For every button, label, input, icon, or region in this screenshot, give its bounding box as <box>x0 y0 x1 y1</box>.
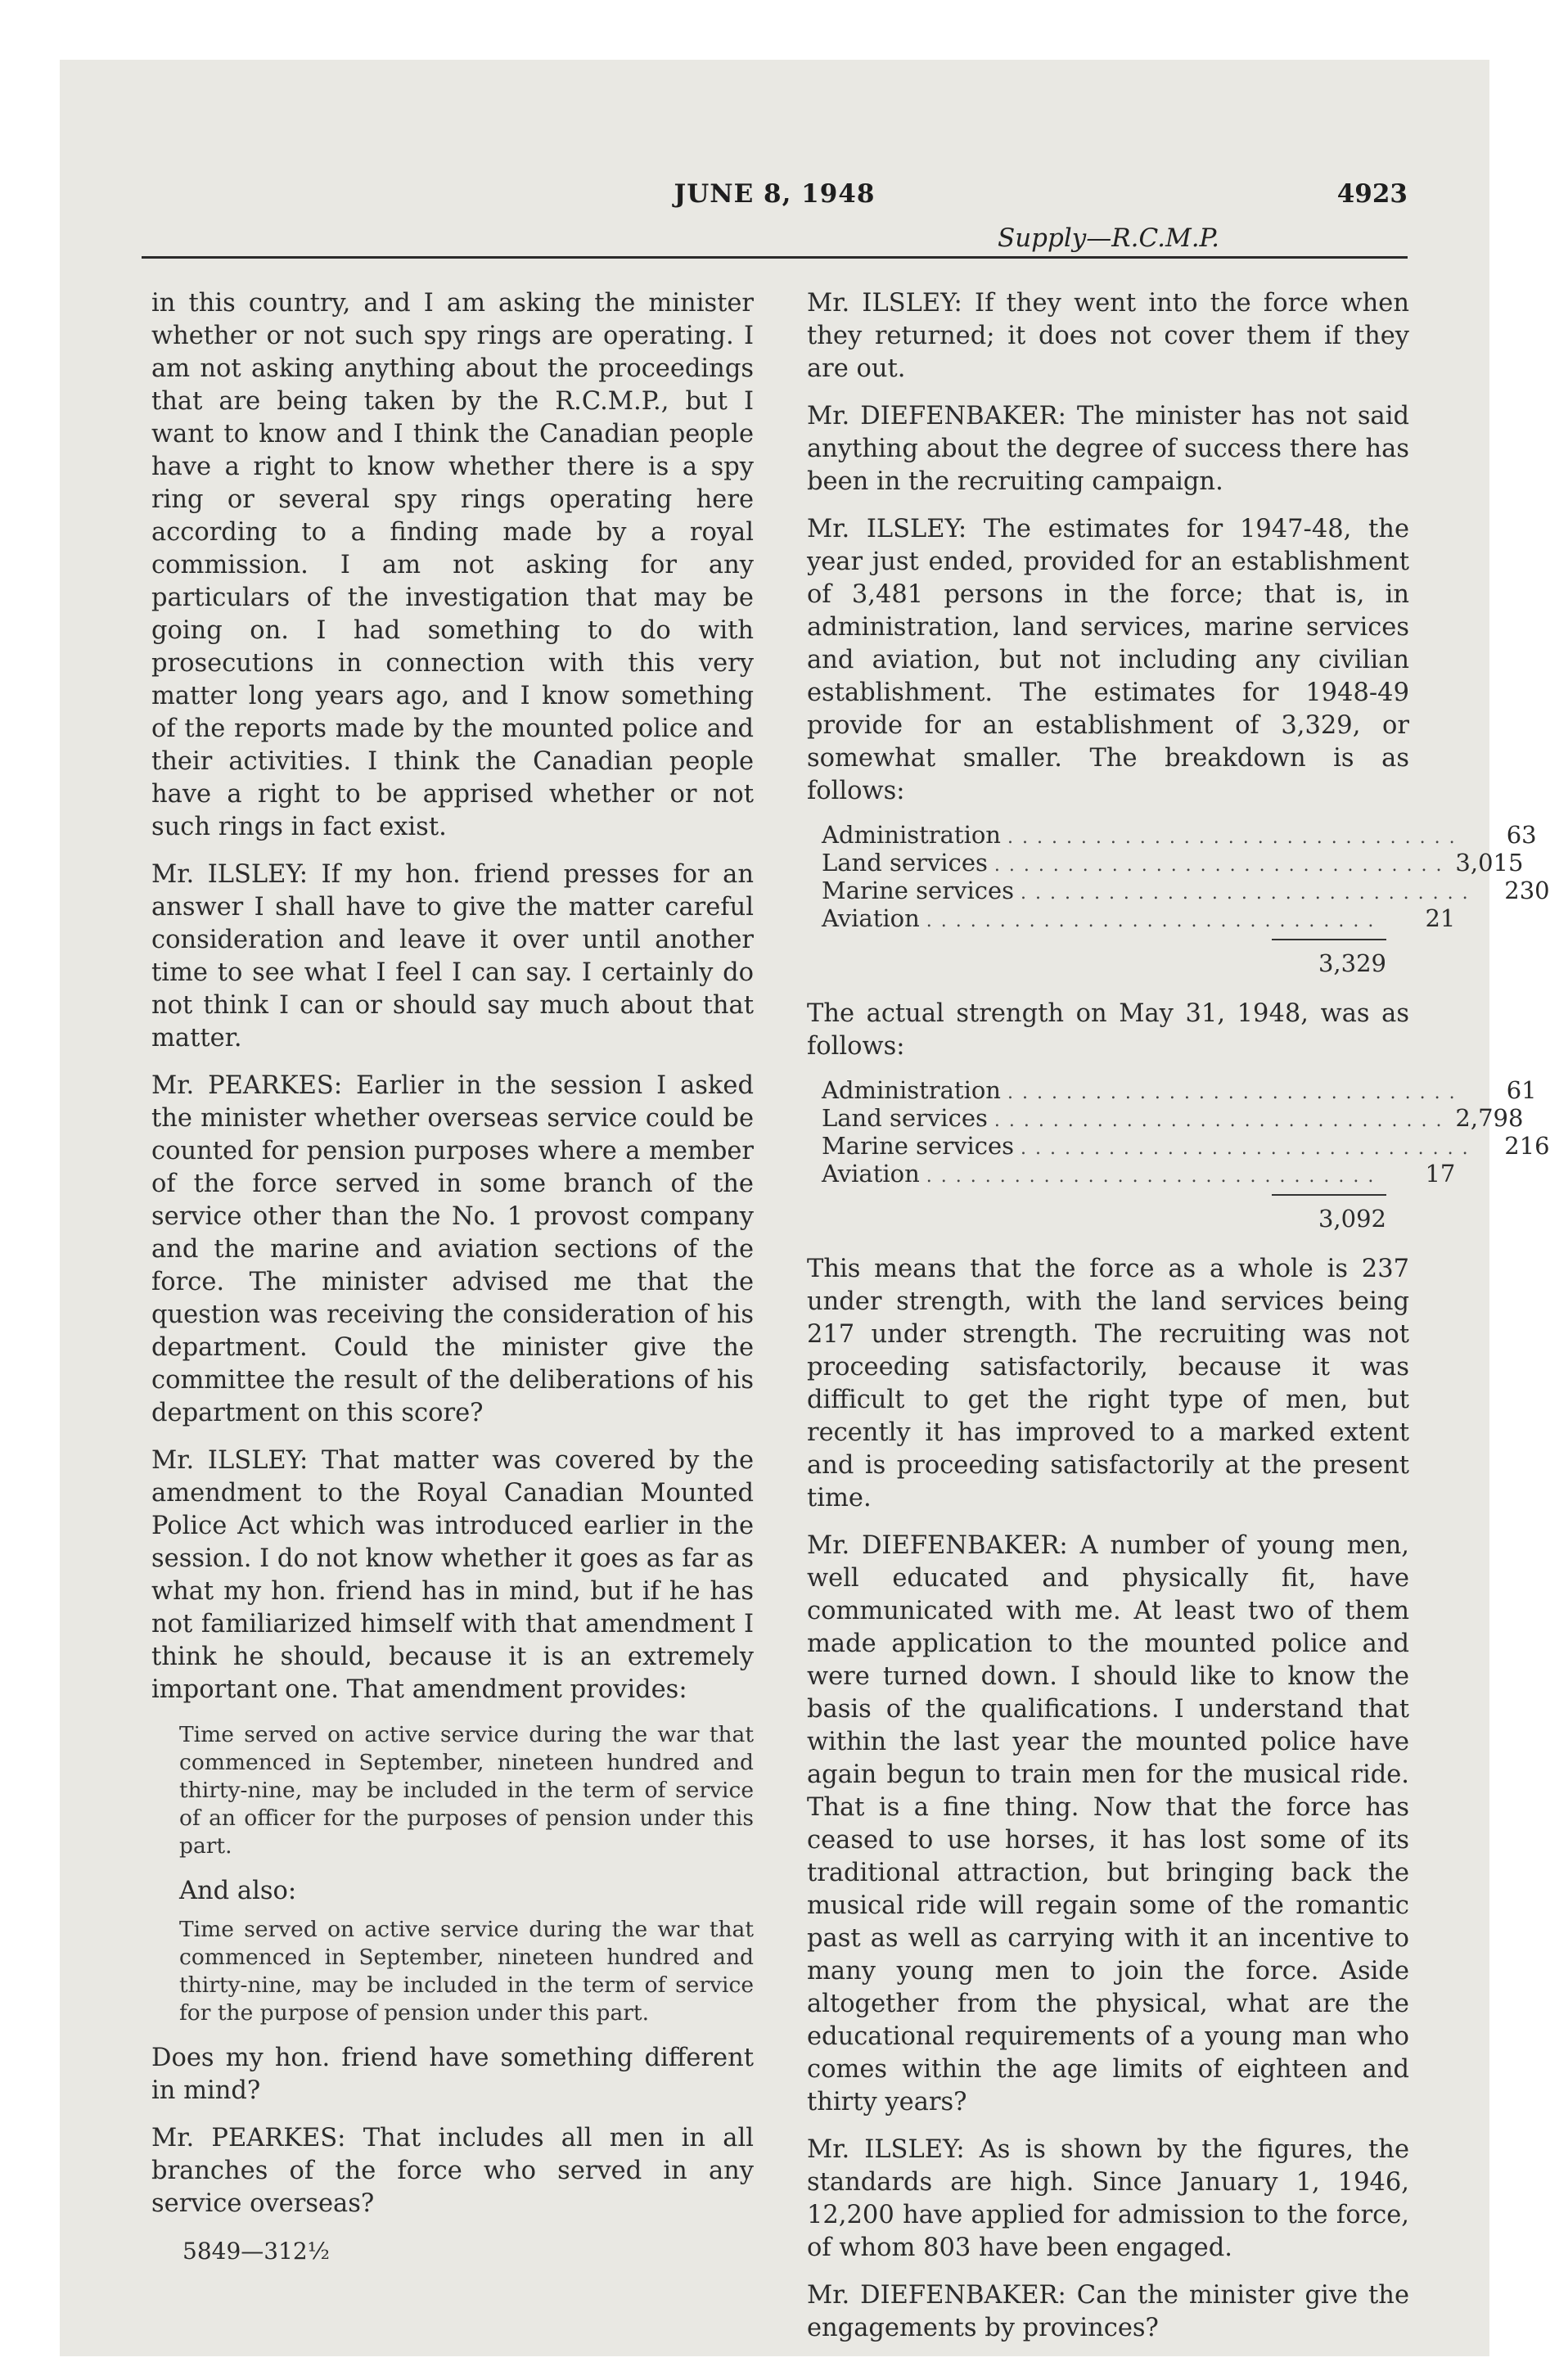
table-row-value: 63 <box>1506 821 1537 849</box>
estimates-total: 3,329 <box>1318 949 1386 977</box>
leader-dots: . . . . . . . . . . . . . . . . . . . . . . . . . . . . . . . <box>1021 883 1470 904</box>
page-header <box>142 117 1408 256</box>
header-section-title: Supply—R.C.M.P. <box>997 223 1219 253</box>
and-also-label: And also: <box>179 1877 297 1905</box>
table-row-label: Land services <box>822 1104 988 1132</box>
paragraph: Mr. PEARKES: That includes all men in all branches of the force who served in any service overseas? <box>151 2124 754 2218</box>
paragraph: Mr. DIEFENBAKER: A number of young men, well educated and physically fit, have communicated with me. At least two of them made application to the mounted police and were turned down. I should like to know the basis of the qualifications. I understand that within the last year the mounted police have again begun to train men for the musical ride. That is a fine thing. Now that the force has ceased to use horses, it has lost some of its traditional attraction, but bringing back the musical ride will regain some of the romantic past as well as carrying with it an incentive to many young men to join the force. Aside altogether from the physical, what are the educational requirements of a young man who comes within the age limits of eighteen and thirty years? <box>807 1531 1409 2116</box>
table-row-label: Aviation <box>822 904 920 932</box>
leader-dots: . . . . . . . . . . . . . . . . . . . . . . . . . . . . . . . <box>926 1166 1376 1187</box>
estimates-table <box>822 821 1550 940</box>
table-row <box>822 1132 1550 1161</box>
table-row-value: 216 <box>1504 1132 1550 1160</box>
table-row <box>822 904 1456 934</box>
paragraph: Mr. ILSLEY: That matter was covered by the amendment to the Royal Canadian Mounted Police Act which was introduced earlier in the session. I do not know whether it goes as far as what my hon. friend has in mind, but if he has not familiarized himself with that amendment I think he should, because it is an extremely important one. That amendment provides: <box>151 1446 754 1704</box>
paragraph: The actual strength on May 31, 1948, was as follows: <box>807 999 1409 1061</box>
table-row-label: Land services <box>822 849 988 877</box>
table-row-label: Aviation <box>822 1160 920 1188</box>
left-column <box>151 287 754 2268</box>
table-row <box>822 1160 1456 1189</box>
paragraph: Mr. PEARKES: Earlier in the session I asked the minister whether overseas service could be counted for pension purposes where a member of the force served in some branch of the service other than the No. 1 provost company and the marine and aviation sections of the force. The minister advised me that the question was receiving the consideration of his department. Could the minister give the committee the result of the deliberations of his department on this score? <box>151 1071 754 1427</box>
table-row-value: 61 <box>1506 1076 1537 1104</box>
header-page-number: 4923 <box>1336 179 1408 209</box>
table-row-value: 2,798 <box>1455 1104 1524 1132</box>
actual-strength-table <box>822 1076 1550 1196</box>
leader-dots: . . . . . . . . . . . . . . . . . . . . . . . . . . . . . . . <box>1007 1083 1457 1103</box>
leader-dots: . . . . . . . . . . . . . . . . . . . . . . . . . . . . . . . <box>1007 827 1457 848</box>
table-row <box>822 821 1537 850</box>
table-row-label: Marine services <box>822 877 1015 904</box>
paragraph: Does my hon. friend have something different in mind? <box>151 2044 754 2105</box>
paragraph: This means that the force as a whole is 237 under strength, with the land services being 217 under strength. The recruiting was not proceeding satisfactorily, because it was difficult to get the right type of men, but recently it has improved to a marked extent and is proceeding satisfactorily at the present time. <box>807 1255 1409 1512</box>
header-rule <box>142 256 1408 259</box>
block-quote: Time served on active service during the war that commenced in September, nineteen hundred and thirty-nine, may be included in the term of service for the purpose of pension under this part. <box>179 1917 754 2026</box>
table-row <box>822 1076 1537 1106</box>
table-row-label: Administration <box>822 1076 1001 1104</box>
leader-dots: . . . . . . . . . . . . . . . . . . . . . . . . . . . . . . . <box>1021 1138 1470 1159</box>
leader-dots: . . . . . . . . . . . . . . . . . . . . . . . . . . . . . . . <box>926 911 1376 931</box>
footer-code: 5849—312½ <box>182 2238 330 2265</box>
paragraph: Mr. ILSLEY: If they went into the force when they returned; it does not cover them if they are out. <box>807 289 1409 383</box>
paragraph: Mr. ILSLEY: As is shown by the figures, the standards are high. Since January 1, 1946, 12,200 have applied for admission to the force, of whom 803 have been engaged. <box>807 2135 1409 2262</box>
header-date: JUNE 8, 1948 <box>674 179 876 209</box>
total-rule <box>1272 1194 1386 1196</box>
table-row-label: Administration <box>822 821 1001 849</box>
total-rule <box>1272 939 1386 940</box>
table-row-value: 3,015 <box>1455 849 1524 877</box>
table-row <box>822 877 1550 906</box>
page-sheet <box>60 60 1550 2356</box>
paragraph: Mr. DIEFENBAKER: The minister has not said anything about the degree of success there has been in the recruiting campaign. <box>807 402 1409 496</box>
table-row-label: Marine services <box>822 1132 1015 1160</box>
paragraph: Mr. DIEFENBAKER: Can the minister give the engagements by provinces? <box>807 2281 1409 2342</box>
leader-dots: . . . . . . . . . . . . . . . . . . . . . . . . . . . . . . . <box>994 1111 1444 1131</box>
table-row-value: 230 <box>1504 877 1550 904</box>
paragraph: Mr. ILSLEY: The estimates for 1947-48, the year just ended, provided for an establishment of 3,481 persons in the force; that is, in administration, land services, marine services and aviation, but not including any civilian establishment. The estimates for 1948-49 provide for an establishment of 3,329, or somewhat smaller. The breakdown is as follows: <box>807 515 1409 805</box>
table-row <box>822 849 1524 878</box>
table-row-value: 21 <box>1425 904 1456 932</box>
block-quote: Time served on active service during the war that commenced in September, nineteen hundred and thirty-nine, may be included in the term of service of an officer for the purposes of pension under this part. <box>179 1722 754 1859</box>
paragraph: in this country, and I am asking the minister whether or not such spy rings are operating. I am not asking anything about the proceedings that are being taken by the R.C.M.P., but I want to know and I think the Canadian people have a right to know whether there is a spy ring or several spy rings operating here according to a finding made by a royal commission. I am not asking for any particulars of the investigation that may be going on. I had something to do with prosecutions in connection with this very matter long years ago, and I know something of the reports made by the mounted police and their activities. I think the Canadian people have a right to be apprised whether or not such rings in fact exist. <box>151 289 754 841</box>
table-row <box>822 1104 1524 1134</box>
table-row-value: 17 <box>1425 1160 1456 1188</box>
actual-strength-total: 3,092 <box>1318 1205 1386 1233</box>
leader-dots: . . . . . . . . . . . . . . . . . . . . . . . . . . . . . . . <box>994 855 1444 876</box>
right-column <box>807 287 1550 2360</box>
paragraph: Mr. ILSLEY: If my hon. friend presses for an answer I shall have to give the matter careful consideration and leave it over until another time to see what I feel I can say. I certainly do not think I can or should say much about that matter. <box>151 860 754 1053</box>
